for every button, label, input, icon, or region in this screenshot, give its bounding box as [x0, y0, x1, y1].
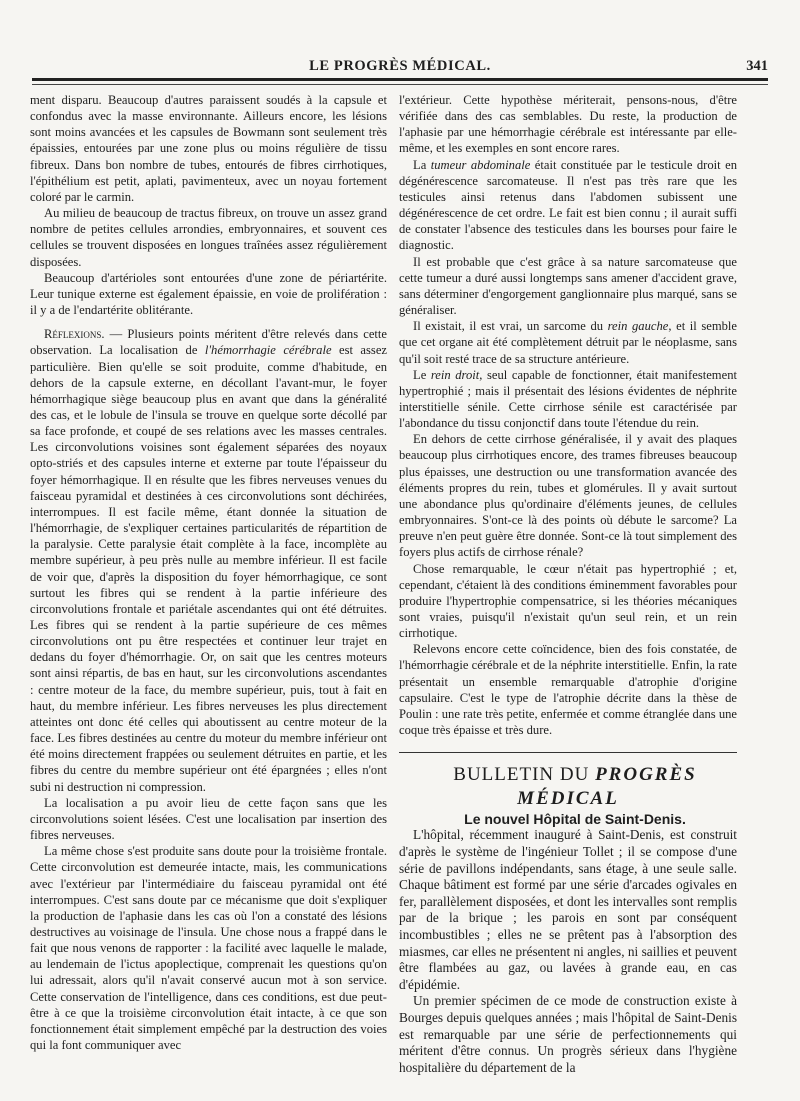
- paragraph: l'extérieur. Cette hypothèse mériterait, pensons-nous, d'être vérifiée dans des cas semblables. Du reste, la production de l'aphasie par une hémorrhagie cérébrale est intéressante par elle-même, et les exemples en sont encore rares.: [399, 93, 737, 156]
- emphasis: rein gauche: [607, 319, 669, 334]
- bulletin-prefix: BULLETIN DU: [453, 764, 596, 786]
- text-span: Le: [413, 367, 431, 382]
- journal-title: LE PROGRÈS MÉDICAL.: [309, 58, 491, 74]
- header-rule-thick: [32, 78, 768, 81]
- paragraph: La localisation a pu avoir lieu de cette façon sans que les circonvolutions soient lésées. C'est une localisation par insertion des fibres nerveuses.: [30, 795, 387, 843]
- paragraph: [399, 367, 737, 432]
- paragraph: Chose remarquable, le cœur n'était pas hypertrophié ; et, cependant, c'étaient là des conditions éminemment favorables pour produire l'hypertrophie compensatrice, si les théories mécaniques sont vraies, puisqu'il n'existait qu'un seul rein, et un rein cirrhotique.: [399, 561, 737, 641]
- header-rule-thin: [32, 84, 768, 85]
- paragraph: L'hôpital, récemment inauguré à Saint-Denis, est construit d'après le système de l'ingénieur Tollet ; il se compose d'une série de pavillons indépendants, sans étage, à une seule salle. Chaque bâtiment est formé par une série d'arcades ogivales en fer, parallèlement disposées, et dont les intervalles sont remplis par de la brique ; les parois en sont par conséquent incombustibles ; elles ne se prêtent pas à l'absorption des miasmes, car elles ne présentent ni angles, ni saillies et peuvent être flambées au gaz, ou lavées à grande eau, en cas d'épidémie.: [399, 827, 737, 992]
- reflexions-label: Réflexions.: [44, 327, 105, 342]
- bulletin-journal-name: PROGRÈS MÉDICAL: [517, 764, 697, 810]
- text-span: Il existait, il est vrai, un sarcome du: [413, 319, 608, 334]
- paragraph: Un premier spécimen de ce mode de construction existe à Bourges depuis quelques années ; mais l'hôpital de Saint-Denis est remarquable par une série de perfectionnements qui méritent d'être connus. Un progrès sérieux dans l'hygiène hospitalière du département de la: [399, 993, 737, 1075]
- paragraph: Relevons encore cette coïncidence, bien des fois constatée, de l'hémorrhagie cérébrale et de la néphrite interstitielle. Enfin, la rate présentait un ensemble remarquable d'atrophie d'origine capsulaire. C'est le type de l'atrophie décrite dans la thèse de Poulin : une rate très petite, enfermée et comme étranglée dans une coque très épaisse et très dure.: [399, 642, 737, 738]
- article-subheading: Le nouvel Hôpital de Saint-Denis.: [464, 811, 686, 828]
- page-number: 341: [746, 58, 768, 74]
- paragraph: La même chose s'est produite sans doute pour la troisième frontale. Cette circonvolution est demeurée intacte, mais, les communications avec l'extérieur par l'intermédiaire du faisceau pyramidal ont été interrompues. C'est sans doute par ce mécanisme que doit s'expliquer la production de l'aphasie dans les cas où l'on a constaté des lésions destructives au voisinage de l'insula. Une chose nous a frappé dans le fait que nous venons de rapporter : la facilité avec laquelle le malade, au lendemain de l'ictus apoplectique, comprenait les questions qu'on lui adressait, alors qu'il n'avait conservé aucun mot à son service. Cette conservation de l'intelligence, dans ces conditions, est due peut-être à ce que la troisième circonvolution était intacte, à ce que son fonctionnement était simplement empêché par la destruction des voies qui la font communiquer avec: [30, 844, 387, 1053]
- paragraph: [399, 157, 737, 254]
- emphasis: rein droit: [430, 367, 480, 382]
- paragraph: Au milieu de beaucoup de tractus fibreux, on trouve un assez grand nombre de petites cellules arrondies, embryonnaires, et souvent ces cellules se trouvent disposées en longues traînées assez régulièrement disposées.: [30, 206, 387, 269]
- text-span: — Plusieurs points méritent d'être relevés dans cette observation. La localisation de: [30, 327, 387, 358]
- bulletin-body: [399, 827, 737, 1076]
- text-span: est assez particulière. Bien qu'elle se soit produite, comme d'habitude, en dehors de la capsule externe, en décollant l'avant-mur, le foyer hémorrhagique siège beaucoup plus en avant que dans la généralité des cas, et le lobule de l'insula se trouve en quelque sorte décollé par sa face profonde, et coupé de ses relations avec les masses centrales. Les circonvolutions voisines sont également séparées des noyaux opto-striés et des capsules interne et externe par toute l'épaisseur du foyer hémorrhagique. Il en résulte que les fibres nerveuses venues du faisceau pyramidal et destinées à ces circonvolutions sont déchirées, interrompues. Il est facile même, étant donnée la situation de l'hémorrhagie, de s'expliquer certaines particularités de répartition de la paralysie. Cette paralysie était complète à la face, incomplète au membre supérieur, à peu près nulle au membre inférieur. Il est facile de voir que, d'après la disposition du foyer hémorrhagique, ce sont surtout les fibres qui se rendent à la partie inférieure des circonvolutions frontale et pariétale ascendantes qui ont été détruites. Les fibres qui se rendent à la partie supérieure de ces mêmes circonvolutions ont pu être respectées et continuer leur trajet en dedans du foyer d'hémorrhagie. Or, on sait que les centres moteurs sont ainsi répartis, de bas en haut, sur les circonvolutions ascendantes : centre moteur de la face, du membre supérieur, puis, tout à fait en haut, du membre inférieur. Les fibres nerveuses les plus directement atteintes ont donc été celles qui aboutissent au centre moteur de la face. Les fibres destinées au centre du moteur du membre inférieur ont été moins directement frappées ou seulement détruites en partie, et les fibres du centre du membre supérieur ont été épargnées ; elles n'ont subi ni destruction ni compression.: [30, 343, 387, 794]
- text-span: La: [413, 157, 431, 172]
- bulletin-heading: [399, 763, 737, 811]
- section-rule: [399, 752, 737, 753]
- text-span: était constituée par le testicule droit en dégénérescence sarcomateuse. Il n'est pas très rare que les testicules ainsi retenus dans l'abdomen subissent une dégénérescence de cet ordre. Le fait est bien connu ; il aurait suffi de constater l'absence des testicules dans les bourses pour faire le diagnostic.: [399, 157, 737, 253]
- paragraph: [399, 318, 737, 366]
- text-span: , et il semble que cet organe ait été complètement détruit par le néoplasme, sans qu'il soit resté trace de sa structure antérieure.: [399, 319, 738, 366]
- paragraph: En dehors de cette cirrhose généralisée, il y avait des plaques beaucoup plus cirrhotiques encore, des trames fibreuses beaucoup plus épaisses, une destruction ou une transformation avancée des éléments propres du rein, tubes et glomérules. Il y avait surtout une abondance plus qu'ordinaire d'éléments jeunes, de cellules embryonnaires. S'ont-ce là des points où débute le sarcome? La preuve n'en peut guère être donnée. Sont-ce là tout simplement des foyers plus actifs de cirrhose rénale?: [399, 432, 737, 560]
- right-column: [399, 92, 737, 1076]
- emphasis: l'hémorrhagie cérébrale: [204, 343, 332, 358]
- text-span: , seul capable de fonctionner, était manifestement hypertrophié ; mais il présentait des lésions évidentes de néphrite interstitielle sénile. Cette cirrhose sénile est caractérisée par l'abondance du tissu conjonctif dans toute l'étendue du rein.: [399, 367, 737, 431]
- running-header: [32, 58, 768, 78]
- paragraph-reflexions: [30, 326, 387, 795]
- left-column: [30, 92, 387, 1053]
- paragraph: ment disparu. Beaucoup d'autres paraissent soudés à la capsule et confondus avec la masse environnante. Ailleurs encore, les lésions sont moins avancées et les capsules de Bowmann sont seulement très épaissies, entourées par une zone plus ou moins régulière de tissu fibreux. Dans bon nombre de tubes, entourés de fibres cirrhotiques, l'épithélium est petit, aplati, pavimenteux, avec un noyau fortement coloré par le carmin.: [30, 93, 387, 204]
- paragraph: Il est probable que c'est grâce à sa nature sarcomateuse que cette tumeur a duré aussi longtemps sans amener d'accident grave, sans déterminer d'engorgement ganglionnaire plus marqué, sans se généraliser.: [399, 254, 737, 318]
- emphasis: tumeur abdominale: [430, 157, 531, 172]
- paragraph: Beaucoup d'artérioles sont entourées d'une zone de périartérite. Leur tunique externe est également épaissie, en voie de prolifération : il y a de l'endartérite oblitérante.: [30, 270, 387, 318]
